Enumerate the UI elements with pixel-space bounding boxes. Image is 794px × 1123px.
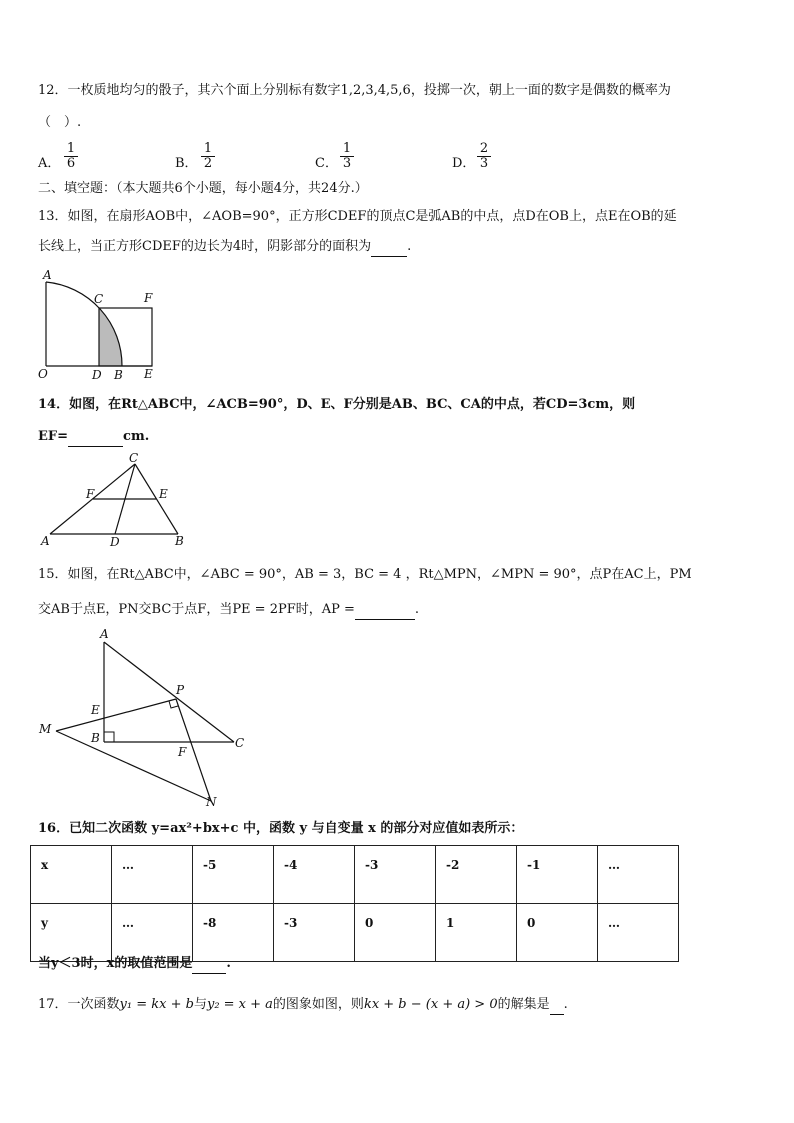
q13-figure <box>34 268 164 383</box>
q14-answer-blank <box>68 428 123 447</box>
q14-stem-line1: 14．如图，在Rt△ABC中，∠ACB=90°，D、E、F分别是AB、BC、CA的中点，若CD=3cm，则 <box>38 397 636 412</box>
q15-stem-line1: 15．如图，在Rt△ABC中，∠ABC = 90°，AB = 3，BC = 4 ，Rt△MPN，∠MPN = 90°，点P在AC上，PM <box>38 567 692 582</box>
table-cell: -2 <box>436 846 517 904</box>
table-row <box>31 846 679 904</box>
table-cell: … <box>112 846 193 904</box>
q13-shaded-region <box>99 308 122 366</box>
q14-label-e: E <box>159 487 168 501</box>
q16-question: 当y＜3时，x的取值范围是 . <box>38 955 231 974</box>
q14-stem-line2: EF= cm. <box>38 428 149 447</box>
q16-answer-blank <box>192 955 226 974</box>
table-cell: … <box>598 846 679 904</box>
q15-label-p: P <box>176 683 185 697</box>
table-cell: 0 <box>355 904 436 962</box>
q15-label-b: B <box>91 731 100 745</box>
q12-paren: （ ）. <box>38 115 82 130</box>
q13-label-c: C <box>94 292 104 306</box>
table-cell: … <box>112 904 193 962</box>
q14-figure <box>38 452 198 548</box>
q17-answer-blank <box>550 996 564 1015</box>
table-cell: -4 <box>274 846 355 904</box>
q14-label-f: F <box>86 487 95 501</box>
q15-label-m: M <box>39 722 52 736</box>
q16-stem: 16．已知二次函数 y=ax²+bx+c 中，函数 y 与自变量 x 的部分对应值如表所示： <box>38 821 524 836</box>
q15-right-angle-b <box>104 732 114 742</box>
q15-figure <box>36 626 266 811</box>
q15-label-c: C <box>235 736 245 750</box>
q12-option-d-frac: $\frac{2}{3}$ <box>477 142 491 171</box>
table-row <box>31 904 679 962</box>
q13-label-o: O <box>38 367 48 381</box>
q15-segment-pm <box>56 699 176 731</box>
table-cell: … <box>598 904 679 962</box>
q15-label-a: A <box>100 627 109 641</box>
q12-option-c: C． <box>315 156 338 171</box>
q12-option-c-frac: $\frac{1}{3}$ <box>340 142 354 171</box>
q13-stem-line1: 13．如图，在扇形AOB中，∠AOB=90°，正方形CDEF的顶点C是弧AB的中点，点D在OB上，点E在OB的延 <box>38 209 677 224</box>
q14-label-c: C <box>129 452 139 465</box>
table-cell: -5 <box>193 846 274 904</box>
section-fill-in-header: 二、填空题：（本大题共6个小题，每小题4分，共24分.） <box>38 181 368 196</box>
q13-answer-blank <box>371 238 407 257</box>
table-cell: -3 <box>274 904 355 962</box>
table-cell: 0 <box>517 904 598 962</box>
q16-value-table <box>30 845 679 962</box>
q13-label-e: E <box>144 367 153 381</box>
q15-label-e: E <box>91 703 100 717</box>
q15-label-f: F <box>178 745 187 759</box>
q14-label-a: A <box>41 534 50 548</box>
q13-label-a: A <box>43 268 52 282</box>
q12-option-d: D． <box>452 156 476 171</box>
table-cell: -8 <box>193 904 274 962</box>
q15-label-n: N <box>206 795 217 809</box>
q13-label-b: B <box>114 368 123 382</box>
q14-label-d: D <box>110 535 120 548</box>
q12-option-a-frac: $\frac{1}{6}$ <box>64 142 78 171</box>
q13-stem-line2: 长线上，当正方形CDEF的边长为4时，阴影部分的面积为 . <box>38 238 411 257</box>
table-cell: -1 <box>517 846 598 904</box>
table-cell: x <box>31 846 112 904</box>
q13-label-f: F <box>144 291 153 305</box>
q13-label-d: D <box>92 368 102 382</box>
table-cell: y <box>31 904 112 962</box>
table-cell: -3 <box>355 846 436 904</box>
q12-option-a: A． <box>38 156 61 171</box>
q17-stem: 17．一次函数y₁ = kx + b与y₂ = x + a的图象如图，则kx + b − (x + a) > 0的解集是 . <box>38 996 568 1015</box>
q12-option-b-frac: $\frac{1}{2}$ <box>201 142 215 171</box>
q15-answer-blank <box>355 601 415 620</box>
q12-option-b: B． <box>175 156 198 171</box>
table-cell: 1 <box>436 904 517 962</box>
q12-stem: 12．一枚质地均匀的骰子，其六个面上分别标有数字1,2,3,4,5,6，投掷一次，朝上一面的数字是偶数的概率为 <box>38 83 671 98</box>
q15-stem-line2: 交AB于点E，PN交BC于点F，当PE = 2PF时，AP = . <box>38 601 419 620</box>
q14-label-b: B <box>175 534 184 548</box>
